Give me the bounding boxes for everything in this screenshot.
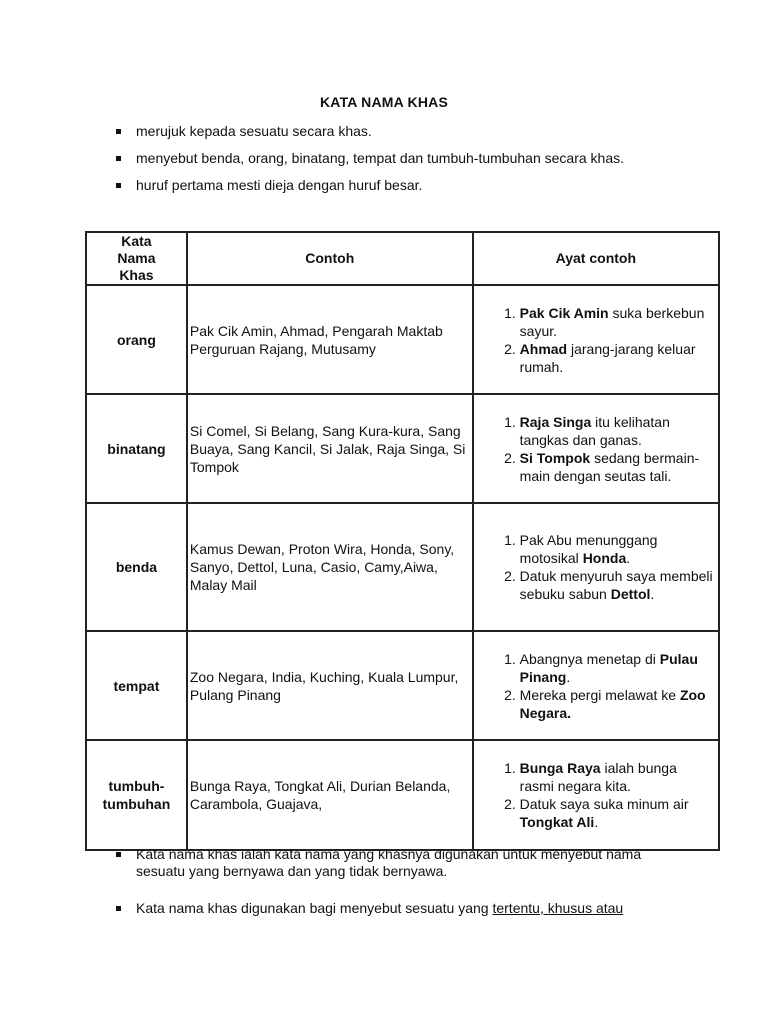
- example-sentence: 2. Mereka pergi melawat ke Zoo Negara.: [520, 686, 714, 722]
- example-sentence: 1. Pak Abu menunggang motosikal Honda.: [520, 531, 714, 567]
- example-sentence: 1. Bunga Raya ialah bunga rasmi negara kita.: [520, 759, 714, 795]
- intro-bullet: huruf pertama mesti dieja dengan huruf besar.: [112, 177, 712, 194]
- examples-table: [85, 231, 720, 851]
- category-cell: binatang: [86, 394, 187, 503]
- examples-cell: Bunga Raya, Tongkat Ali, Durian Belanda, Carambola, Guajava,: [187, 740, 473, 850]
- intro-bullet: menyebut benda, orang, binatang, tempat dan tumbuh-tumbuhan secara khas.: [112, 150, 712, 167]
- closing-bullet: Kata nama khas digunakan bagi menyebut sesuatu yang tertentu, khusus atau: [112, 900, 672, 917]
- table-row: [86, 740, 719, 850]
- sentences-cell: [473, 394, 719, 503]
- bullet-square-icon: [116, 129, 121, 134]
- table-header-row: [86, 232, 719, 285]
- table-row: [86, 285, 719, 394]
- sentences-cell: [473, 631, 719, 740]
- page-title: KATA NAMA KHAS: [319, 94, 448, 110]
- bullet-square-icon: [116, 183, 121, 188]
- table-row: [86, 631, 719, 740]
- table-row: [86, 503, 719, 631]
- sentences-cell: [473, 285, 719, 394]
- header-examples: Contoh: [187, 232, 473, 285]
- example-sentence: 1. Pak Cik Amin suka berkebun sayur.: [520, 304, 714, 340]
- bullet-square-icon: [116, 852, 121, 857]
- underlined-phrase: tertentu, khusus atau: [492, 900, 624, 916]
- header-sentences: Ayat contoh: [473, 232, 719, 285]
- closing-bullet: Kata nama khas ialah kata nama yang khasnya digunakan untuk menyebut nama sesuatu yang bernyawa dan yang tidak bernyawa.: [112, 846, 672, 880]
- intro-bullet: merujuk kepada sesuatu secara khas.: [112, 123, 712, 140]
- header-category: Kata Nama Khas: [86, 232, 187, 285]
- category-cell: tumbuh-tumbuhan: [86, 740, 187, 850]
- example-sentence: 1. Abangnya menetap di Pulau Pinang.: [520, 650, 714, 686]
- category-cell: orang: [86, 285, 187, 394]
- category-cell: tempat: [86, 631, 187, 740]
- closing-bullet-list: [112, 846, 672, 919]
- intro-bullet-list: [112, 123, 712, 204]
- example-sentence: 1. Raja Singa itu kelihatan tangkas dan ganas.: [520, 413, 714, 449]
- examples-cell: Si Comel, Si Belang, Sang Kura-kura, Sang Buaya, Sang Kancil, Si Jalak, Raja Singa, Si Tompok: [187, 394, 473, 503]
- examples-cell: Pak Cik Amin, Ahmad, Pengarah Maktab Perguruan Rajang, Mutusamy: [187, 285, 473, 394]
- example-sentence: 2. Si Tompok sedang bermain-main dengan seutas tali.: [520, 449, 714, 485]
- example-sentence: 2. Ahmad jarang-jarang keluar rumah.: [520, 340, 714, 376]
- examples-cell: Kamus Dewan, Proton Wira, Honda, Sony, Sanyo, Dettol, Luna, Casio, Camy,Aiwa, Malay Mail: [187, 503, 473, 631]
- bullet-square-icon: [116, 156, 121, 161]
- sentences-cell: [473, 740, 719, 850]
- sentences-cell: [473, 503, 719, 631]
- examples-cell: Zoo Negara, India, Kuching, Kuala Lumpur, Pulang Pinang: [187, 631, 473, 740]
- example-sentence: 2. Datuk menyuruh saya membeli sebuku sabun Dettol.: [520, 567, 714, 603]
- category-cell: benda: [86, 503, 187, 631]
- bullet-square-icon: [116, 906, 121, 911]
- example-sentence: 2. Datuk saya suka minum air Tongkat Ali.: [520, 795, 714, 831]
- table-row: [86, 394, 719, 503]
